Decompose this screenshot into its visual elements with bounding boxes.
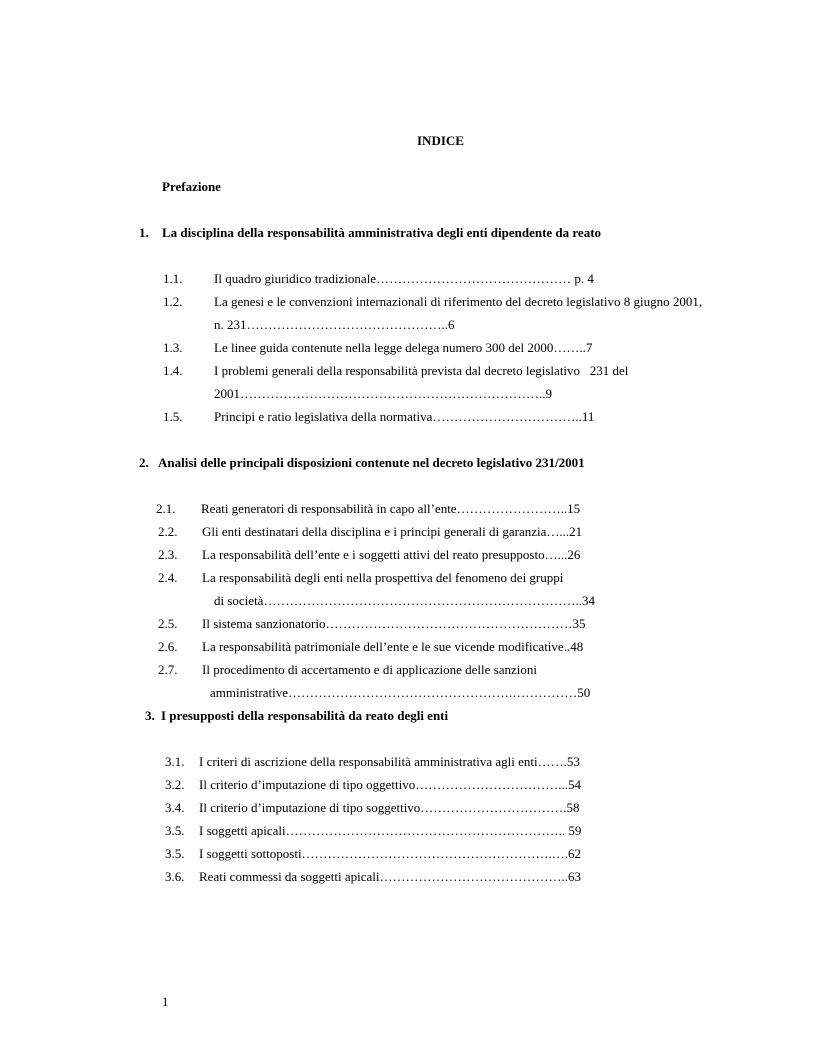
preface-heading: Prefazione <box>162 179 221 194</box>
chapter-2-number: 2. <box>139 455 149 470</box>
toc-item-number: 1.4. <box>163 363 183 378</box>
toc-item-text: Il procedimento di accertamento e di applicazione delle sanzioni <box>202 662 537 677</box>
toc-item-number: 2.6. <box>158 639 178 654</box>
toc-item-number: 2.1. <box>156 501 176 516</box>
toc-item-text: Principi e ratio legislativa della normativa……………………………..11 <box>214 409 595 424</box>
toc-item-number: 3.5. <box>165 823 185 838</box>
toc-item-continuation: di società………………………………………………………………..34 <box>214 593 595 608</box>
toc-item-text: La responsabilità dell’ente e i soggetti attivi del reato presupposto…...26 <box>202 547 581 562</box>
toc-item-number: 1.5. <box>163 409 183 424</box>
toc-item-number: 1.3. <box>163 340 183 355</box>
toc-item-text: I criteri di ascrizione della responsabilità amministrativa agli enti…….53 <box>199 754 580 769</box>
toc-item-number: 1.2. <box>163 294 183 309</box>
chapter-3-title: I presupposti della responsabilità da reato degli enti <box>161 708 449 723</box>
toc-item-number: 2.7. <box>158 662 178 677</box>
chapter-1-title: La disciplina della responsabilità amministrativa degli enti dipendente da reato <box>162 225 602 240</box>
toc-item-text: Il quadro giuridico tradizionale……………………………………… p. 4 <box>214 271 594 286</box>
toc-item-text: Le linee guida contenute nella legge delega numero 300 del 2000……..7 <box>214 340 593 355</box>
toc-item-number: 3.5. <box>165 846 185 861</box>
toc-item-continuation: amministrative…………………………………………….……………50 <box>210 685 591 700</box>
toc-item-number: 2.5. <box>158 616 178 631</box>
toc-item-number: 3.2. <box>165 777 185 792</box>
toc-item-text: Reati commessi da soggetti apicali……………………………………..63 <box>199 869 582 884</box>
toc-title: INDICE <box>417 133 464 148</box>
toc-item-number: 3.1. <box>165 754 185 769</box>
toc-item-text: Il criterio d’imputazione di tipo oggettivo……………………………...54 <box>199 777 582 792</box>
chapter-2-title: Analisi delle principali disposizioni contenute nel decreto legislativo 231/2001 <box>158 455 585 470</box>
toc-item-number: 3.6. <box>165 869 185 884</box>
toc-item-text: La responsabilità patrimoniale dell’ente e le sue vicende modificative..48 <box>202 639 584 654</box>
toc-item-text: La responsabilità degli enti nella prospettiva del fenomeno dei gruppi <box>202 570 564 585</box>
chapter-3-number: 3. <box>145 708 155 723</box>
toc-item-text: La genesi e le convenzioni internazionali di riferimento del decreto legislativo 8 giugno 2001, <box>214 294 703 309</box>
toc-item-number: 1.1. <box>163 271 183 286</box>
chapter-1-number: 1. <box>139 225 149 240</box>
toc-item-text: Gli enti destinatari della disciplina e i principi generali di garanzia…...21 <box>202 524 583 539</box>
toc-item-text: I soggetti apicali……………………………………………………….. 59 <box>199 823 582 838</box>
toc-item-number: 3.4. <box>165 800 185 815</box>
toc-item-text: Il sistema sanzionatorio…………………………………………………35 <box>202 616 586 631</box>
toc-item-continuation: 2001……………………………………………………………..9 <box>214 386 552 401</box>
page-number: 1 <box>162 994 169 1009</box>
toc-item-number: 2.3. <box>158 547 178 562</box>
toc-item-text: Reati generatori di responsabilità in capo all’ente……………………..15 <box>201 501 581 516</box>
toc-item-text: I problemi generali della responsabilità prevista dal decreto legislativo 231 del <box>214 363 629 378</box>
toc-item-text: I soggetti sottoposti………………………………………………….….62 <box>199 846 582 861</box>
toc-item-number: 2.2. <box>158 524 178 539</box>
toc-item-text: Il criterio d’imputazione di tipo soggettivo…………………………….58 <box>199 800 580 815</box>
toc-item-continuation: n. 231………………………………………..6 <box>214 317 455 332</box>
toc-item-number: 2.4. <box>158 570 178 585</box>
